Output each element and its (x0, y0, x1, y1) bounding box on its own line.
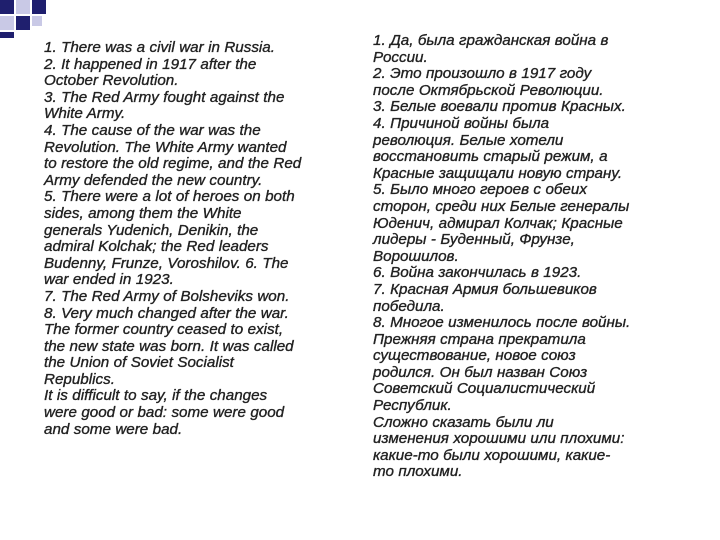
english-text-line: 2. It happened in 1917 after the (44, 55, 257, 73)
russian-text-line: России. (373, 48, 428, 66)
russian-text-line: 8. Многое изменилось после войны. (373, 314, 631, 332)
english-text-line: 5. There were a lot of heroes on both (44, 188, 295, 206)
russian-text-line: Красные защищали новую страну. (373, 164, 623, 182)
russian-text-line: 7. Красная Армия большевиков (373, 280, 597, 298)
russian-text-line: Сложно сказать были ли (373, 413, 554, 431)
russian-text-line: изменения хорошими или плохими: (373, 430, 625, 448)
deco-square (32, 16, 42, 26)
russian-text-line: существование, новое союз (373, 347, 576, 365)
english-text-line: to restore the old regime, and the Red (44, 155, 302, 173)
deco-square (0, 32, 14, 38)
english-text-line: 3. The Red Army fought against the (44, 88, 285, 106)
russian-text-column (373, 33, 695, 481)
russian-text-line: 3. Белые воевали против Красных. (373, 98, 626, 116)
deco-square (0, 16, 14, 30)
english-text-line: Revolution. The White Army wanted (44, 138, 287, 156)
english-text-line: admiral Kolchak; the Red leaders (44, 238, 269, 256)
english-text-line: were good or bad: some were good (44, 404, 285, 422)
english-text-line: Army defended the new country. (44, 171, 263, 189)
russian-text-line: 5. Было много героев с обеих (373, 181, 587, 199)
english-text-line: October Revolution. (44, 72, 179, 90)
english-text-line: Republics. (44, 370, 115, 388)
english-text-line: generals Yudenich, Denikin, the (44, 221, 259, 239)
corner-decoration (0, 0, 60, 40)
deco-square (32, 0, 46, 14)
russian-text-line: Юденич, адмирал Колчак; Красные (373, 214, 623, 232)
deco-square (16, 16, 30, 30)
russian-text-line: революция. Белые хотели (373, 131, 564, 149)
english-text-line: the new state was born. It was called (44, 337, 294, 355)
russian-text-line: восстановить старый режим, а (373, 148, 608, 166)
russian-text-line: Республик. (373, 397, 452, 415)
english-text-line: 1. There was a civil war in Russia. (44, 39, 275, 56)
english-text-line: 8. Very much changed after the war. (44, 304, 289, 322)
english-text-line: The former country ceased to exist, (44, 321, 284, 339)
russian-text-line: 6. Война закончилась в 1923. (373, 264, 582, 282)
russian-text-line: сторон, среди них Белые генералы (373, 197, 630, 215)
russian-text-line: какие-то были хорошими, какие- (373, 446, 611, 464)
russian-text-line: Советский Социалистический (373, 380, 596, 398)
english-text-line: war ended in 1923. (44, 271, 174, 289)
english-text-line: 4. The cause of the war was the (44, 121, 261, 139)
english-text-line: Budenny, Frunze, Voroshilov. 6. The (44, 254, 289, 272)
russian-text-line: Ворошилов. (373, 247, 459, 265)
english-text-column (44, 40, 344, 438)
english-text-line: White Army. (44, 105, 126, 123)
english-text-line: 7. The Red Army of Bolsheviks won. (44, 287, 290, 305)
russian-text-line: Прежняя страна прекратила (373, 330, 586, 348)
russian-text-line: 4. Причиной войны была (373, 114, 550, 132)
deco-square (0, 0, 14, 14)
russian-text-line: победила. (373, 297, 445, 315)
english-text-line: It is difficult to say, if the changes (44, 387, 268, 405)
english-text-line: the Union of Soviet Socialist (44, 354, 234, 372)
russian-text-line: 2. Это произошло в 1917 году (373, 65, 592, 83)
russian-text-line: родился. Он был назван Союз (373, 363, 588, 381)
english-text-line: and some were bad. (44, 420, 183, 438)
russian-text-line: 1. Да, была гражданская война в (373, 32, 609, 49)
russian-text-line: то плохими. (373, 463, 463, 481)
russian-text-line: лидеры - Буденный, Фрунзе, (373, 231, 575, 249)
russian-text-line: после Октябрьской Революции. (373, 81, 604, 99)
english-text-line: sides, among them the White (44, 204, 242, 222)
deco-square (16, 0, 30, 14)
